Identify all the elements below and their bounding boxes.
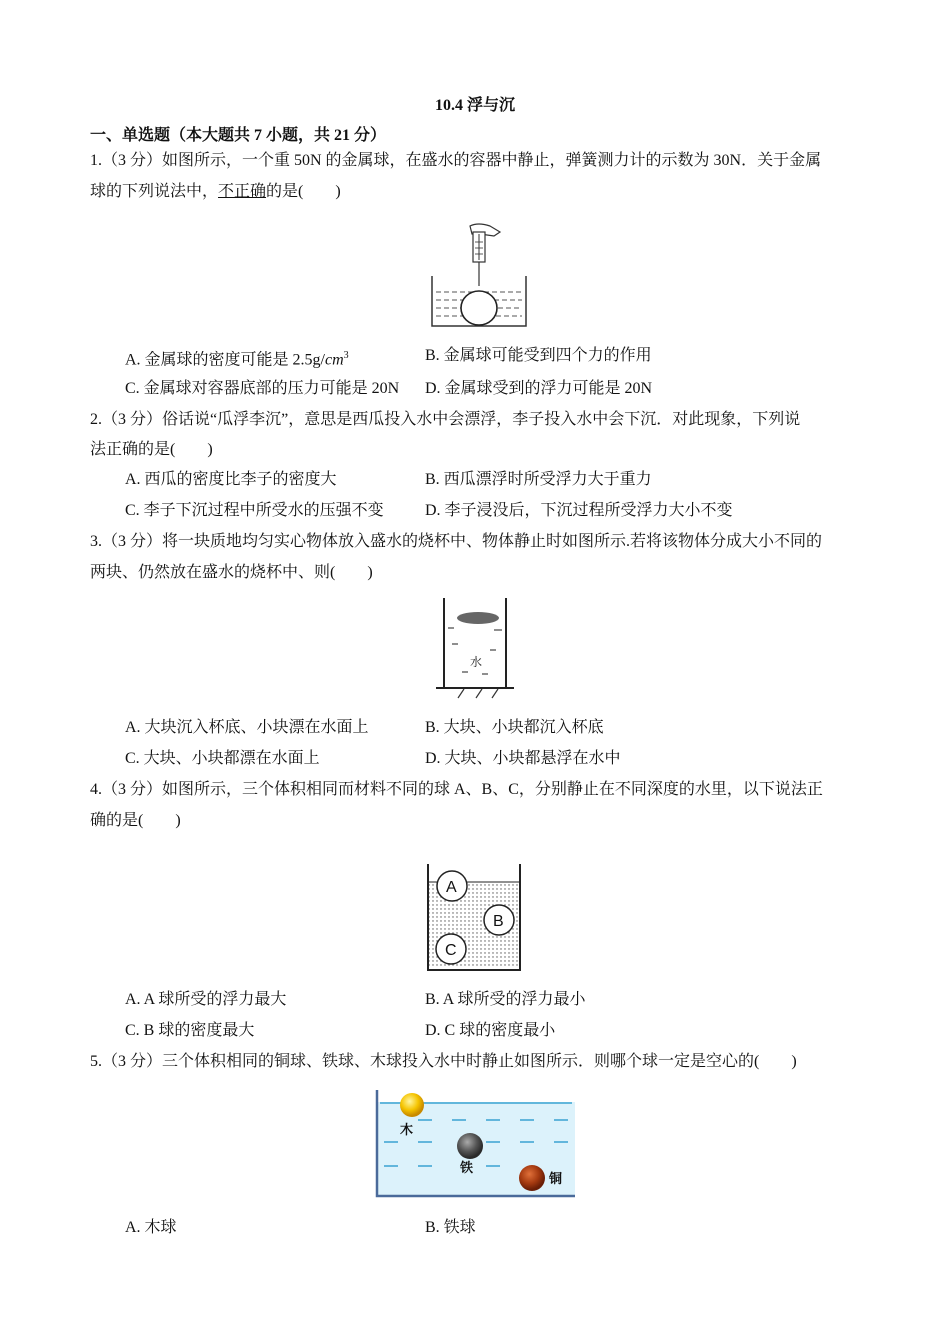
q3-line1: 3.（3 分）将一块质地均匀实心物体放入盛水的烧杯中、物体静止时如图所示.若将该物体分成大小不同的 [90, 533, 823, 550]
q4-option-c[interactable]: C. B 球的密度最大 [125, 1022, 255, 1039]
page-title: 10.4 浮与沉 [434, 97, 515, 114]
q1-line2-pre: 球的下列说法中， [90, 183, 219, 200]
q1-option-a-unit: cm [325, 351, 344, 369]
q1-option-a-text: A. 金属球的密度可能是 2.5g/ [125, 351, 326, 369]
q2-option-d[interactable]: D. 李子浸没后，下沉过程所受浮力大小不变 [425, 502, 733, 519]
q5-wood-label: 木 [400, 1122, 414, 1137]
q5-option-b[interactable]: B. 铁球 [425, 1219, 476, 1236]
q3-option-b[interactable]: B. 大块、小块都沉入杯底 [425, 719, 604, 736]
q4-ball-c-label: C [445, 942, 457, 959]
q5-copper-label: 铜 [549, 1171, 563, 1186]
q1-line1: 1.（3 分）如图所示，一个重 50N 的金属球，在盛水的容器中静止，弹簧测力计的示数为 30N．关于金属 [90, 152, 822, 169]
q2-line2: 法正确的是( ) [90, 441, 213, 458]
q2-option-b[interactable]: B. 西瓜漂浮时所受浮力大于重力 [425, 471, 652, 488]
q3-option-a[interactable]: A. 大块沉入杯底、小块漂在水面上 [125, 719, 369, 736]
q1-option-b[interactable]: B. 金属球可能受到四个力的作用 [425, 347, 652, 364]
q2-line1: 2.（3 分）俗话说“瓜浮李沉”，意思是西瓜投入水中会漂浮，李子投入水中会下沉．对此现象，下列说 [90, 411, 801, 428]
q5-line1: 5.（3 分）三个体积相同的铜球、铁球、木球投入水中时静止如图所示．则哪个球一定是空心的( ) [90, 1053, 797, 1070]
q5-iron-label: 铁 [460, 1160, 474, 1175]
q1-option-a[interactable] [125, 345, 349, 371]
q1-figure-spring-scale [428, 222, 530, 330]
q1-option-d[interactable]: D. 金属球受到的浮力可能是 20N [425, 380, 653, 397]
q4-line2: 确的是( ) [90, 812, 181, 829]
q4-ball-b-label: B [493, 913, 504, 930]
q3-option-d[interactable]: D. 大块、小块都悬浮在水中 [425, 750, 621, 767]
q4-ball-a-label: A [446, 879, 457, 896]
q3-figure-water-label: 水 [470, 655, 483, 669]
q2-option-a[interactable]: A. 西瓜的密度比李子的密度大 [125, 471, 337, 488]
q5-figure-balls-in-water [374, 1090, 578, 1198]
q4-option-d[interactable]: D. C 球的密度最小 [425, 1022, 556, 1039]
q4-option-b[interactable]: B. A 球所受的浮力最小 [425, 991, 586, 1008]
q4-option-a[interactable]: A. A 球所受的浮力最大 [125, 991, 287, 1008]
q1-line2-post: 的是( ) [266, 183, 341, 200]
q1-underline-text: 不正确 [218, 183, 267, 200]
q5-option-a[interactable]: A. 木球 [125, 1219, 177, 1236]
q4-figure-container [424, 860, 524, 972]
q2-option-c[interactable]: C. 李子下沉过程中所受水的压强不变 [125, 502, 384, 519]
q3-option-c[interactable]: C. 大块、小块都漂在水面上 [125, 750, 320, 767]
q1-option-c[interactable]: C. 金属球对容器底部的压力可能是 20N [125, 380, 400, 397]
q3-figure-beaker [434, 596, 520, 704]
q1-line2 [90, 181, 860, 203]
q1-option-a-exponent: 3 [343, 350, 349, 361]
q3-line2: 两块、仍然放在盛水的烧杯中、则( ) [90, 564, 373, 581]
section-heading: 一、单选题（本大题共 7 小题，共 21 分） [90, 127, 387, 144]
q4-line1: 4.（3 分）如图所示，三个体积相同而材料不同的球 A、B、C，分别静止在不同深度的水里，以下说法正 [90, 781, 823, 798]
